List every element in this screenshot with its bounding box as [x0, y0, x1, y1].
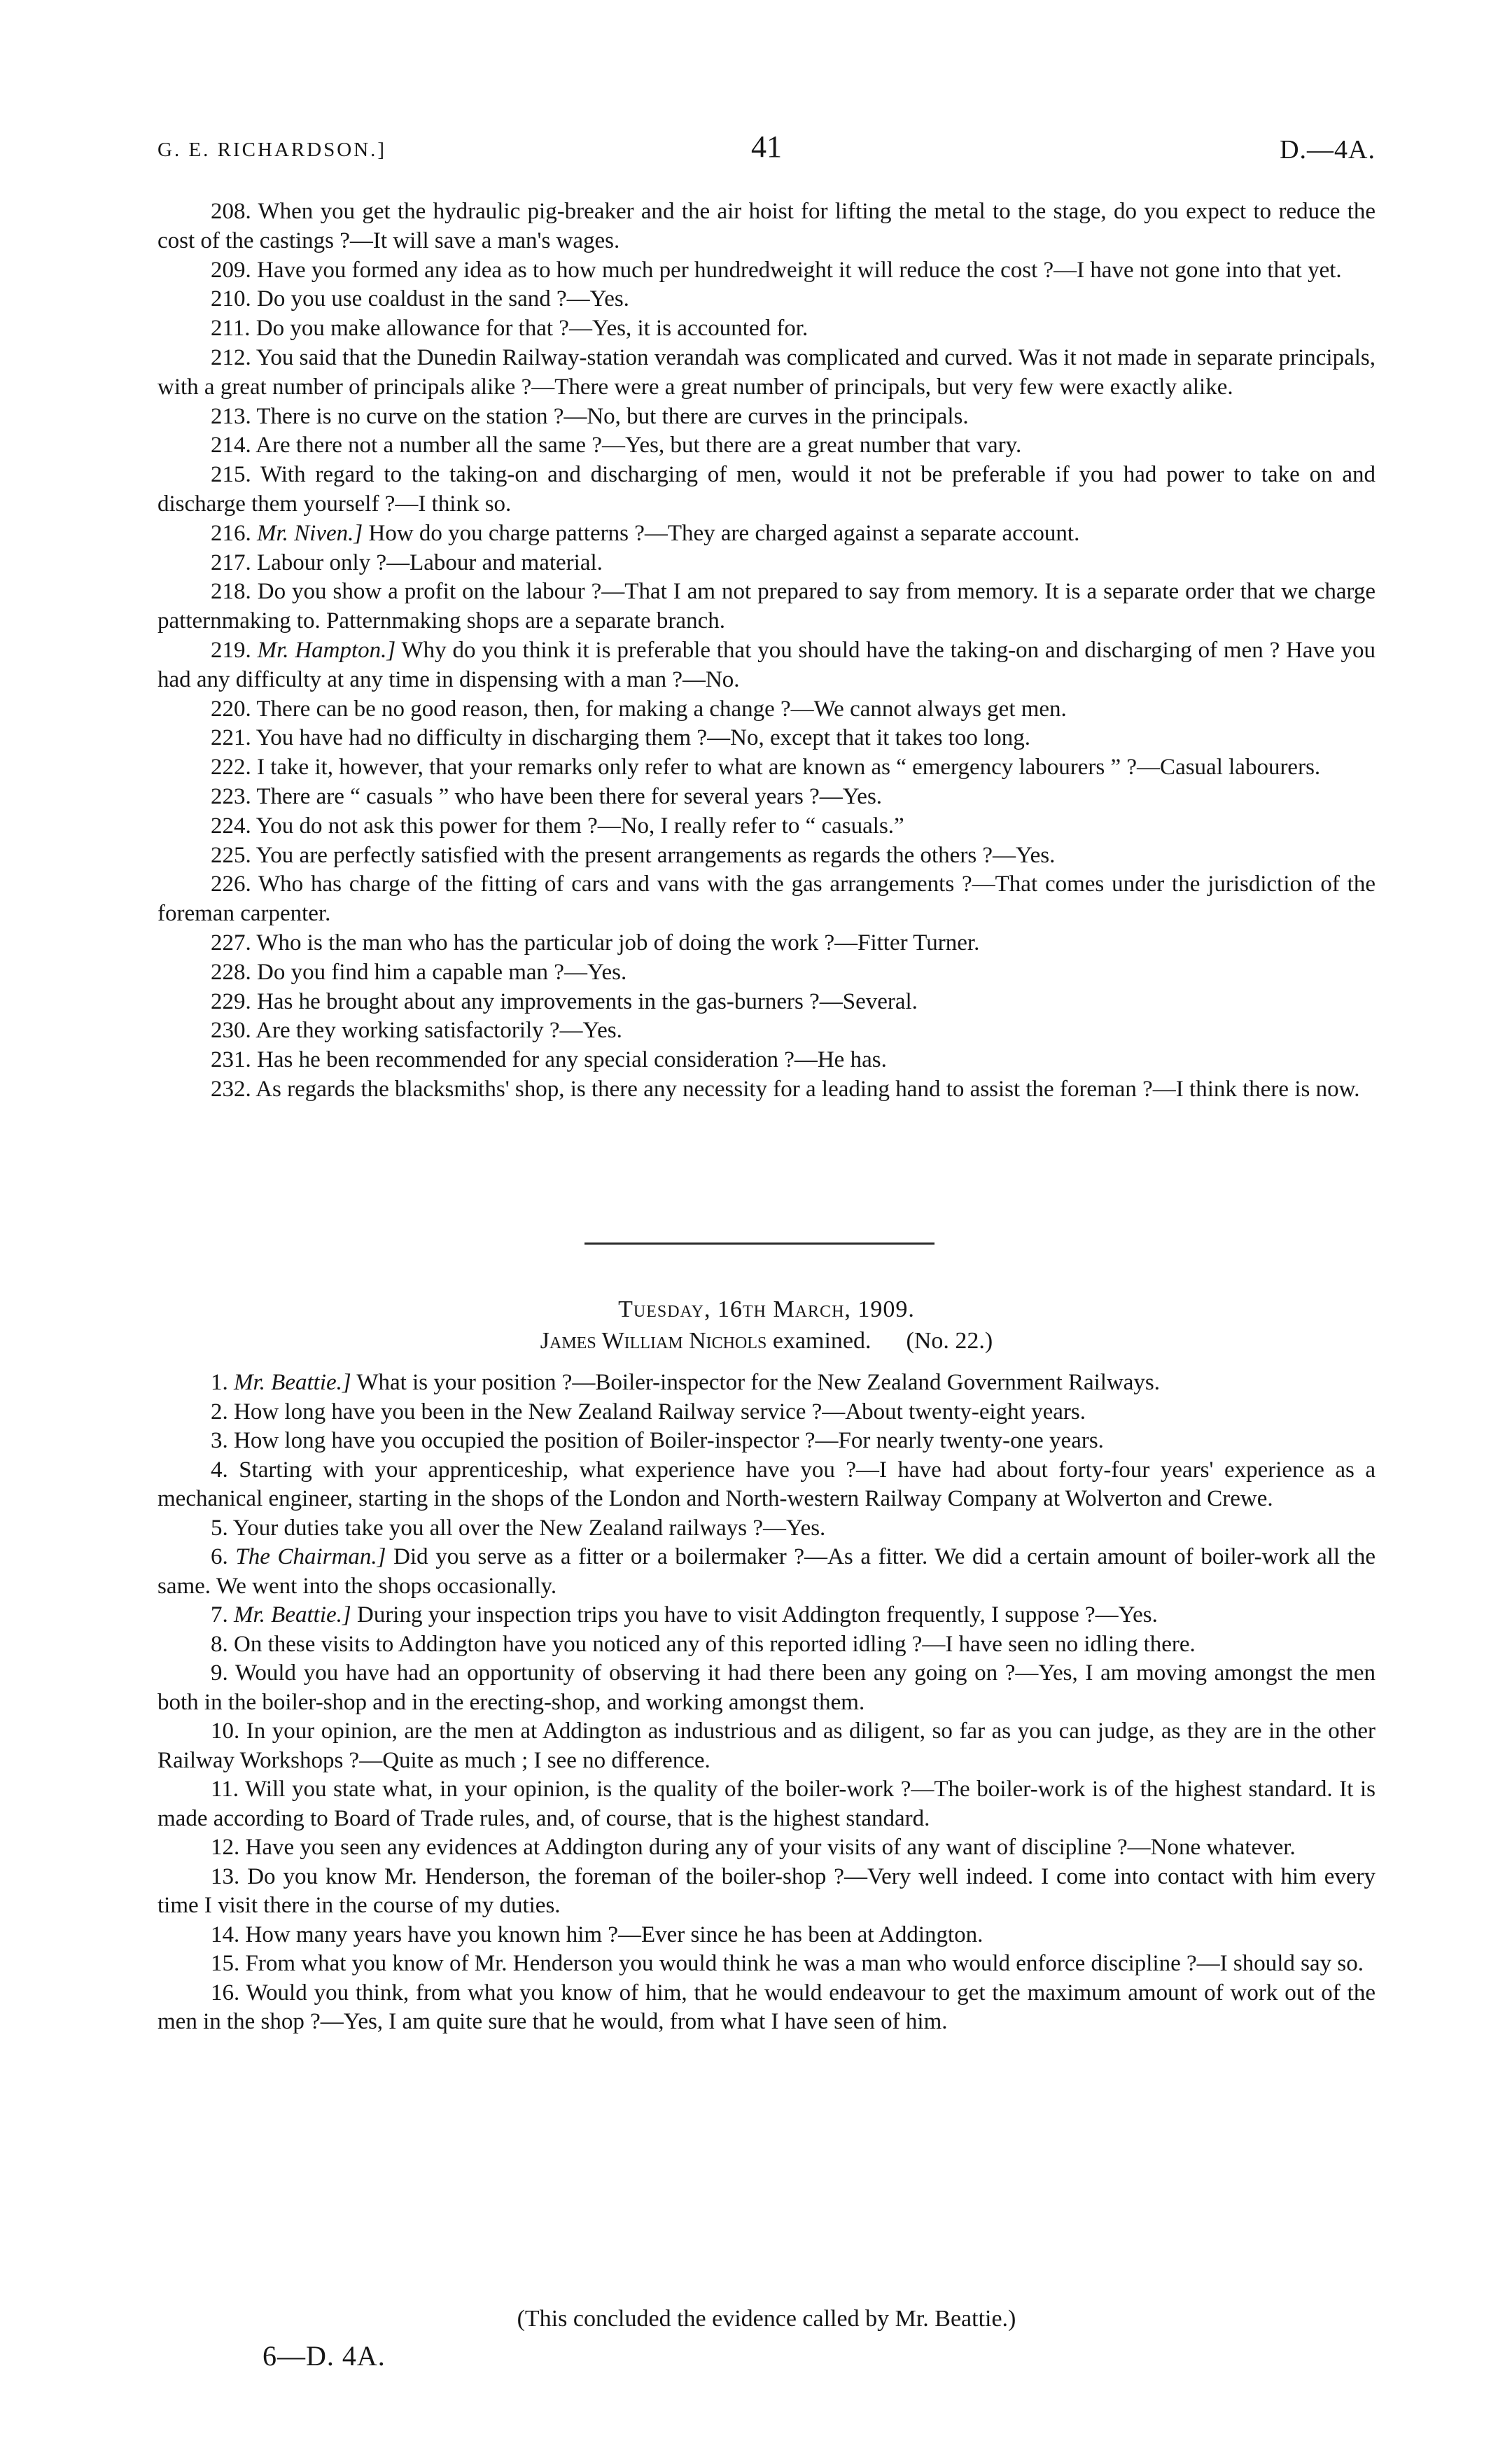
page-header	[158, 130, 1376, 175]
qa-227: 227. Who is the man who has the particular job of doing the work ?—Fitter Turner.	[211, 930, 980, 955]
header-witness-name: G. E. RICHARDSON.]	[158, 139, 387, 161]
witness-number: (No. 22.)	[906, 1328, 993, 1354]
qa-210: 210. Do you use coaldust in the sand ?—Yes.	[211, 286, 629, 312]
qa-223: 223. There are “ casuals ” who have been there for several years ?—Yes.	[211, 783, 883, 809]
qa-1: 1. Mr. Beattie.] What is your position ?—Boiler-inspector for the New Zealand Government Railways.	[211, 1370, 1161, 1395]
qa-226: 226. Who has charge of the fitting of cars and vans with the gas arrangements ?—That comes under the jurisdiction of the foreman carpenter.	[158, 872, 1376, 927]
qa-10: 10. In your opinion, are the men at Addington as industrious and as diligent, so far as you can judge, as they are in the other Railway Workshops ?—Quite as much ; I see no difference.	[158, 1718, 1376, 1773]
qa-217: 217. Labour only ?—Labour and material.	[211, 550, 603, 575]
witness-heading	[158, 1328, 1376, 1354]
qa-211: 211. Do you make allowance for that ?—Yes, it is accounted for.	[211, 316, 808, 342]
qa-4: 4. Starting with your apprenticeship, what experience have you ?—I have had about forty-four years' experience as a mechanical engineer, starting in the shops of the London and North-western Railway Company at Wolverton and Crewe.	[158, 1457, 1376, 1511]
qa-7: 7. Mr. Beattie.] During your inspection trips you have to visit Addington frequently, I suppose ?—Yes.	[211, 1602, 1158, 1628]
qa-6: 6. The Chairman.] Did you serve as a fitter or a boilermaker ?—As a fitter. We did a certain amount of boiler-work all the same. We went into the shops occasionally.	[158, 1544, 1376, 1599]
qa-15: 15. From what you know of Mr. Henderson you would think he was a man who would enforce discipline ?—I should say so.	[211, 1951, 1364, 1976]
qa-8: 8. On these visits to Addington have you noticed any of this reported idling ?—I have seen no idling there.	[211, 1631, 1196, 1657]
speaker: Mr. Beattie.]	[234, 1370, 351, 1395]
qa-224: 224. You do not ask this power for them ?—No, I really refer to “ casuals.”	[211, 813, 904, 839]
evidence-part-2	[158, 1368, 1376, 2037]
speaker: Mr. Beattie.]	[234, 1602, 351, 1628]
qa-218: 218. Do you show a profit on the labour ?—That I am not prepared to say from memory. It is a separate order that we charge patternmaking to. Patternmaking shops are a separate branch.	[158, 579, 1376, 634]
section-divider	[584, 1242, 934, 1245]
qa-225: 225. You are perfectly satisfied with the present arrangements as regards the others ?—Yes.	[211, 842, 1056, 868]
qa-231: 231. Has he been recommended for any special consideration ?—He has.	[211, 1047, 887, 1073]
qa-219: 219. Mr. Hampton.] Why do you think it is preferable that you should have the taking-on and discharging of men ? Have you had any difficulty at any time in dispensing with a man ?—No.	[158, 637, 1376, 692]
qa-9: 9. Would you have had an opportunity of observing it had there been any going on ?—Yes, I am moving amongst the men both in the boiler-shop and in the erecting-shop, and working amongst them.	[158, 1660, 1376, 1715]
qa-13: 13. Do you know Mr. Henderson, the foreman of the boiler-shop ?—Very well indeed. I come into contact with him every time I visit there in the course of my duties.	[158, 1863, 1376, 1918]
qa-2: 2. How long have you been in the New Zealand Railway service ?—About twenty-eight years.	[211, 1399, 1086, 1424]
qa-228: 228. Do you find him a capable man ?—Yes.	[211, 959, 627, 985]
speaker: The Chairman.]	[235, 1544, 386, 1569]
document-code: D.—4A.	[1280, 135, 1376, 164]
speaker: Mr. Hampton.]	[257, 637, 396, 663]
qa-208: 208. When you get the hydraulic pig-breaker and the air hoist for lifting the metal to the stage, do you expect to reduce the cost of the castings ?—It will save a man's wages.	[158, 199, 1376, 253]
evidence-part-1	[158, 197, 1376, 1105]
qa-230: 230. Are they working satisfactorily ?—Yes.	[211, 1018, 622, 1044]
qa-215: 215. With regard to the taking-on and discharging of men, would it not be preferable if you had power to take on and discharge them yourself ?—I think so.	[158, 462, 1376, 517]
qa-232: 232. As regards the blacksmiths' shop, is there any necessity for a leading hand to assist the foreman ?—I think there is now.	[211, 1076, 1360, 1102]
qa-3: 3. How long have you occupied the position of Boiler-inspector ?—For nearly twenty-one years.	[211, 1428, 1104, 1453]
witness-name: James William Nichols	[540, 1328, 767, 1354]
witness-examined: examined.	[772, 1328, 872, 1354]
qa-213: 213. There is no curve on the station ?—No, but there are curves in the principals.	[211, 403, 969, 429]
qa-221: 221. You have had no difficulty in discharging them ?—No, except that it takes too long.	[211, 725, 1031, 751]
qa-209: 209. Have you formed any idea as to how much per hundredweight it will reduce the cost ?—I have not gone into that yet.	[211, 257, 1342, 283]
speaker: Mr. Niven.]	[257, 520, 363, 546]
page-number: 41	[751, 130, 782, 164]
qa-214: 214. Are there not a number all the same ?—Yes, but there are a great number that vary.	[211, 433, 1022, 458]
qa-212: 212. You said that the Dunedin Railway-station verandah was complicated and curved. Was it not made in separate principals, with a great number of principals alike ?—There were a great number of principals, but very few were exactly alike.	[158, 344, 1376, 400]
qa-5: 5. Your duties take you all over the New Zealand railways ?—Yes.	[211, 1515, 826, 1541]
qa-14: 14. How many years have you known him ?—Ever since he has been at Addington.	[211, 1921, 983, 1947]
session-date: Tuesday, 16th March, 1909.	[618, 1296, 915, 1322]
qa-216: 216. Mr. Niven.] How do you charge patterns ?—They are charged against a separate account.	[211, 520, 1080, 546]
page-footer-signature: 6—D. 4A.	[262, 2340, 386, 2372]
closing-note: (This concluded the evidence called by Mr. Beattie.)	[517, 2306, 1016, 2332]
qa-222: 222. I take it, however, that your remarks only refer to what are known as “ emergency labourers ” ?—Casual labourers.	[211, 755, 1321, 780]
qa-16: 16. Would you think, from what you know of him, that he would endeavour to get the maximum amount of work out of the men in the shop ?—Yes, I am quite sure that he would, from what I have seen of him.	[158, 1980, 1376, 2034]
qa-11: 11. Will you state what, in your opinion, is the quality of the boiler-work ?—The boiler-work is of the highest standard. It is made according to Board of Trade rules, and, of course, that is the highest standard.	[158, 1777, 1376, 1831]
qa-229: 229. Has he brought about any improvements in the gas-burners ?—Several.	[211, 988, 918, 1014]
qa-12: 12. Have you seen any evidences at Addington during any of your visits of any want of discipline ?—None whatever.	[211, 1835, 1296, 1860]
qa-220: 220. There can be no good reason, then, for making a change ?—We cannot always get men.	[211, 696, 1067, 722]
